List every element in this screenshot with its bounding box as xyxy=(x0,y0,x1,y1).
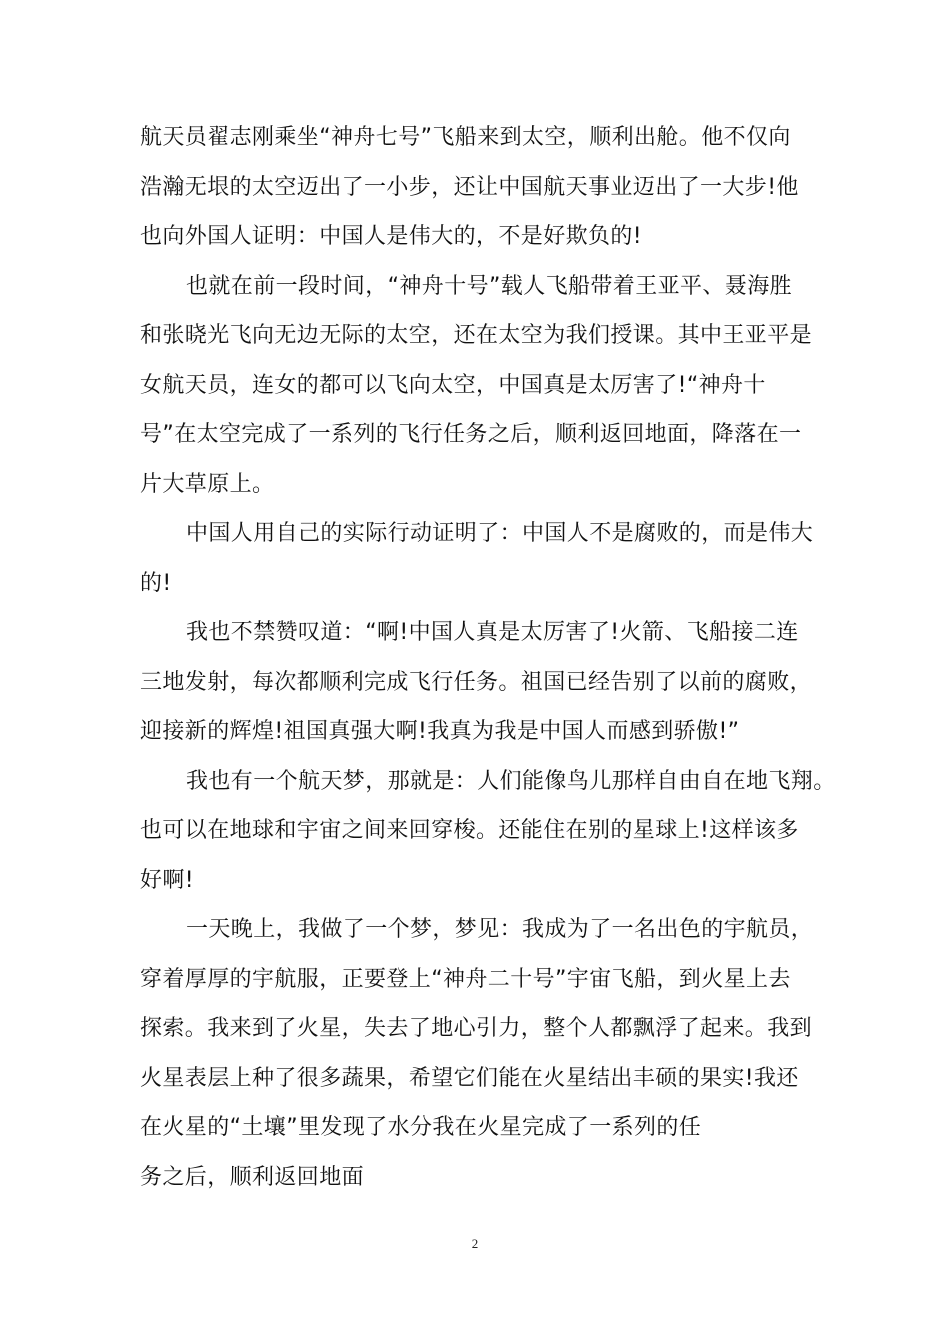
text-line: 也向外国人证明：中国人是伟大的，不是好欺负的! xyxy=(140,224,643,249)
text-line: 片大草原上。 xyxy=(140,472,275,497)
text-line: 迎接新的辉煌!祖国真强大啊!我真为我是中国人而感到骄傲!” xyxy=(140,719,740,744)
text-line: 浩瀚无垠的太空迈出了一小步，还让中国航天事业迈出了一大步!他 xyxy=(140,175,799,200)
text-line: 探索。我来到了火星，失去了地心引力，整个人都飘浮了起来。我到 xyxy=(140,1016,813,1041)
paragraph-first-line: 我也有一个航天梦，那就是：人们能像鸟儿那样自由自在地飞翔。 xyxy=(186,769,836,794)
text-line: 三地发射，每次都顺利完成飞行任务。祖国已经告别了以前的腐败， xyxy=(140,670,813,695)
text-line: 务之后，顺利返回地面 xyxy=(140,1165,365,1190)
paragraph-first-line: 一天晚上，我做了一个梦，梦见：我成为了一名出色的宇航员， xyxy=(186,917,814,942)
text-line: 穿着厚厚的宇航服，正要登上“神舟二十号”宇宙飞船，到火星上去 xyxy=(140,967,791,992)
text-line: 在火星的“土壤”里发现了水分我在火星完成了一系列的任 xyxy=(140,1115,702,1140)
paragraph-first-line: 我也不禁赞叹道：“啊!中国人真是太厉害了!火箭、飞船接二连 xyxy=(186,620,799,645)
text-line: 航天员翟志刚乘坐“神舟七号”飞船来到太空，顺利出舱。他不仅向 xyxy=(140,125,791,150)
text-line: 也可以在地球和宇宙之间来回穿梭。还能住在别的星球上!这样该多 xyxy=(140,818,799,843)
paragraph-first-line: 中国人用自己的实际行动证明了：中国人不是腐败的，而是伟大 xyxy=(186,521,814,546)
text-line: 女航天员，连女的都可以飞向太空，中国真是太厉害了!“神舟十 xyxy=(140,373,766,398)
text-line: 和张晓光飞向无边无际的太空，还在太空为我们授课。其中王亚平是 xyxy=(140,323,813,348)
text-line: 号”在太空完成了一系列的飞行任务之后，顺利返回地面，降落在一 xyxy=(140,422,802,447)
paragraph-first-line: 也就在前一段时间，“神舟十号”载人飞船带着王亚平、聂海胜 xyxy=(186,274,792,299)
text-line: 好啊! xyxy=(140,868,195,893)
text-line: 火星表层上种了很多蔬果，希望它们能在火星结出丰硕的果实!我还 xyxy=(140,1066,799,1091)
page-number: 2 xyxy=(471,1236,479,1251)
text-line: 的! xyxy=(140,571,172,596)
